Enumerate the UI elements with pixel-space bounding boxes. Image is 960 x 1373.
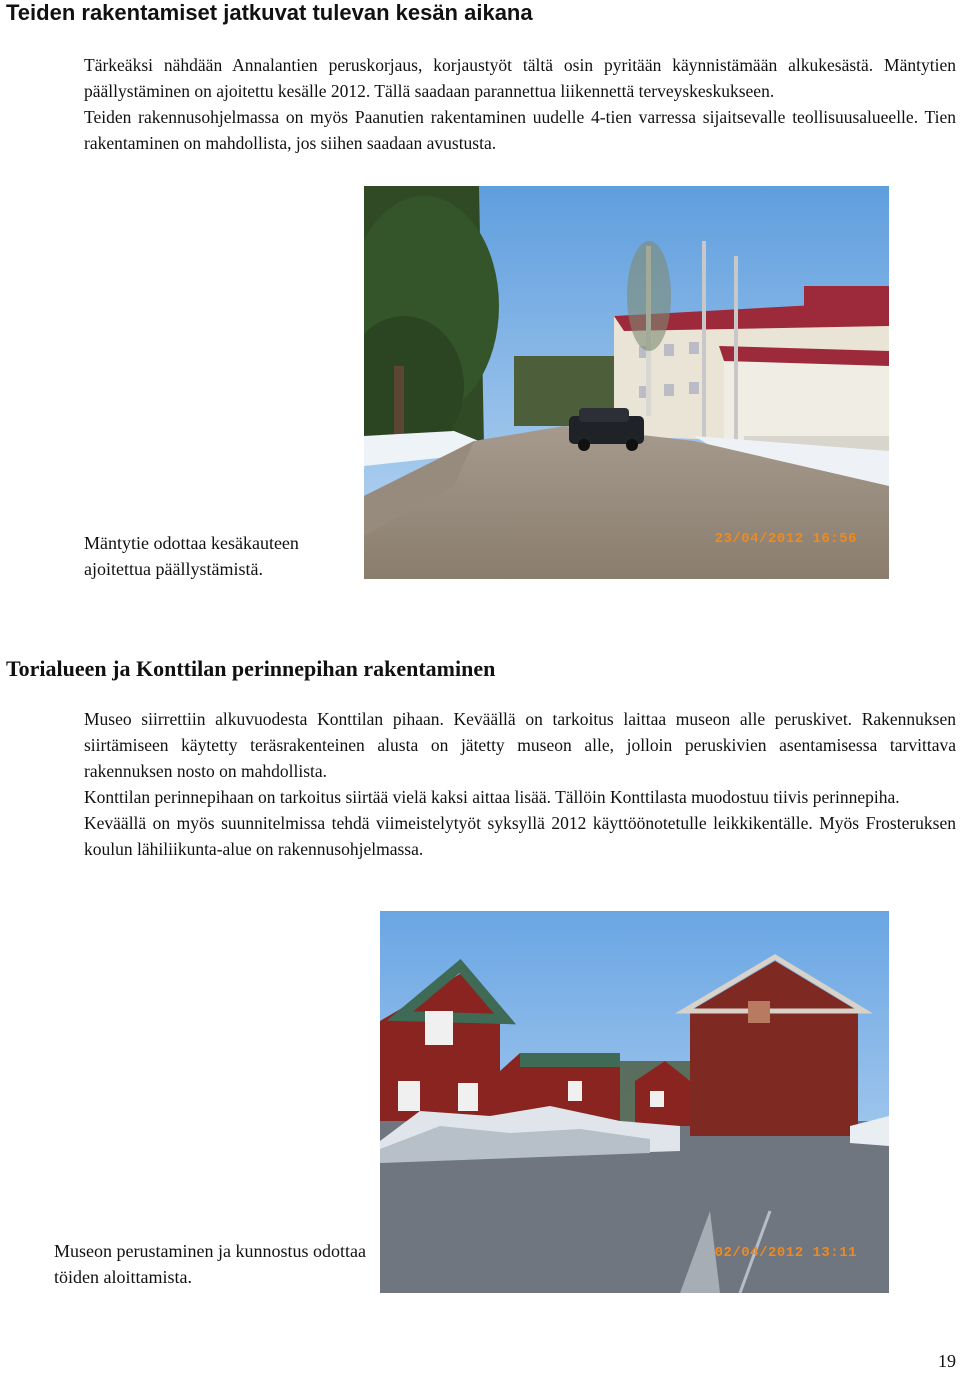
photo1-timestamp: 23/04/2012 16:56 bbox=[714, 531, 857, 547]
section2-paragraph: Keväällä on myös suunnitelmissa tehdä viimeistelytyöt syksyllä 2012 käyttöönotetulle leikkikentälle. Myös Frosteruksen koulun lähiliikunta-alue on rakennusohjelmassa. bbox=[84, 813, 956, 859]
photo2-timestamp: 02/04/2012 13:11 bbox=[714, 1245, 857, 1261]
page-number: 19 bbox=[938, 1351, 956, 1371]
section2-body bbox=[84, 706, 956, 862]
road-photo-image bbox=[364, 186, 889, 579]
section2-heading: Torialueen ja Konttilan perinnepihan rakentaminen bbox=[6, 656, 496, 681]
museum-photo-image bbox=[380, 911, 889, 1293]
section1-paragraph: Teiden rakennusohjelmassa on myös Paanutien rakentaminen uudelle 4-tien varressa sijaitsevalle teollisuusalueelle. Tien rakentaminen on mahdollista, jos siihen saadaan avustusta. bbox=[84, 107, 956, 153]
section2-paragraph: Konttilan perinnepihaan on tarkoitus siirtää vielä kaksi aittaa lisää. Tällöin Konttilasta muodostuu tiivis perinnepiha. bbox=[84, 787, 900, 807]
road-photo bbox=[364, 186, 889, 579]
section2-paragraph: Museo siirrettiin alkuvuodesta Konttilan pihaan. Keväällä on tarkoitus laittaa museon alle peruskivet. Rakennuksen siirtämiseen käytetty teräsrakenteinen alusta on jätetty museon alle, jolloin peruskivien asentamisessa tarvittava rakennuksen nosto on mahdollista. bbox=[84, 709, 956, 781]
section1-body bbox=[84, 52, 956, 156]
museum-photo bbox=[380, 911, 889, 1293]
photo2-caption: Museon perustaminen ja kunnostus odottaa töiden aloittamista. bbox=[54, 1241, 366, 1287]
section1-paragraph: Tärkeäksi nähdään Annalantien peruskorjaus, korjaustyöt tältä osin pyritään käynnistämään alkukesästä. Mäntytien päällystäminen on ajoitettu kesälle 2012. Tällä saadaan parannettua liikennettä terveyskeskukseen. bbox=[84, 55, 956, 101]
section1-heading: Teiden rakentamiset jatkuvat tulevan kesän aikana bbox=[6, 0, 533, 25]
photo1-caption: Mäntytie odottaa kesäkauteen ajoitettua päällystämistä. bbox=[84, 533, 299, 579]
